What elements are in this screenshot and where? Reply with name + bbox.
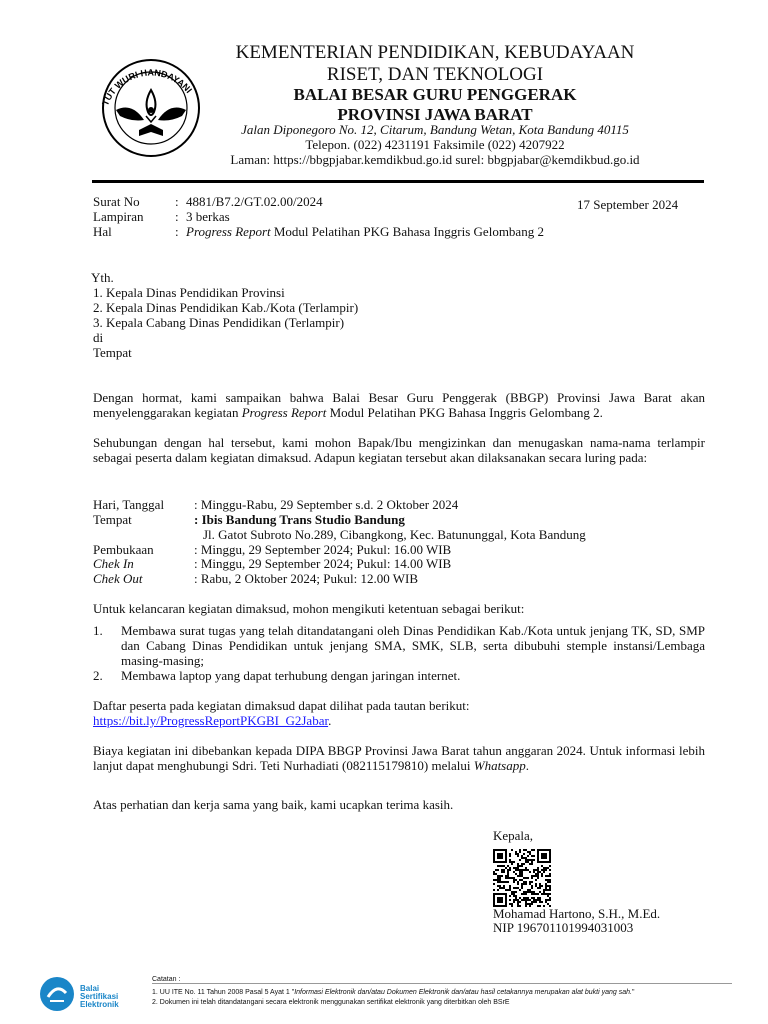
- addressee-di: di: [93, 330, 104, 345]
- bsre-logo: [38, 975, 76, 1013]
- institution-province: PROVINSI JAWA BARAT: [337, 105, 533, 124]
- hal-value-rest: Modul Pelatihan PKG Bahasa Inggris Gelombang 2: [270, 224, 544, 239]
- colon: :: [175, 209, 179, 224]
- bsre-label-1: Balai: [80, 984, 100, 993]
- letterhead-divider: [92, 180, 704, 183]
- rule-number: 2.: [93, 668, 103, 683]
- rule-text: Membawa surat tugas yang telah ditandatangani oleh Dinas Pendidikan Kab./Kota untuk jenjang TK, SD, SMP dan Cabang Dinas Pendidikan untuk jenjang SMA, SMK, SLB, serta dibubuhi stemple instansi/Lembaga masing-masing;: [121, 623, 705, 668]
- hal-value-italic: Progress Report: [186, 224, 271, 239]
- colon: :: [175, 194, 179, 209]
- paragraph-funding-a: Biaya kegiatan ini dibebankan kepada DIPA BBGP Provinsi Jawa Barat tahun anggaran 2024. Untuk informasi lebih lanjut dapat menghubungi Sdri. Teti Nurhadiati (082115179810) melalui: [93, 743, 705, 773]
- tut-wuri-handayani-logo: [92, 50, 210, 158]
- addressee-item: 2. Kepala Dinas Pendidikan Kab./Kota (Terlampir): [93, 300, 359, 315]
- surat-no-value: 4881/B7.2/GT.02.00/2024: [186, 194, 323, 209]
- footer-divider: [152, 983, 732, 984]
- schedule-checkin-label: Chek In: [93, 556, 134, 571]
- paragraph-opening-italic: Progress Report: [241, 405, 327, 420]
- schedule-tempat-label: Tempat: [93, 512, 132, 527]
- paragraph-opening-b: Modul Pelatihan PKG Bahasa Inggris Gelombang 2.: [326, 405, 603, 420]
- hal-label: Hal: [93, 224, 112, 239]
- footer-note-1: [152, 988, 634, 997]
- letter-date: 17 September 2024: [577, 197, 679, 212]
- institution-phone: Telepon. (022) 4231191 Faksimile (022) 4207922: [305, 137, 565, 152]
- qr-code-graphic: [493, 849, 551, 907]
- paragraph-terms-intro: Untuk kelancaran kegiatan dimaksud, mohon mengikuti ketentuan sebagai berikut:: [93, 601, 525, 616]
- rule-number: 1.: [93, 623, 103, 638]
- schedule-hari-value: : Minggu-Rabu, 29 September s.d. 2 Oktober 2024: [194, 497, 459, 512]
- lampiran-value: 3 berkas: [186, 209, 230, 224]
- addressee-tempat: Tempat: [93, 345, 132, 360]
- institution-web: Laman: https://bbgpjabar.kemdikbud.go.id surel: bbgpjabar@kemdikbud.go.id: [230, 152, 640, 167]
- bsre-logo-icon: [38, 975, 76, 1013]
- footer-note-1-b: ": [631, 989, 635, 996]
- hal-value: [186, 224, 544, 239]
- institution-name: BALAI BESAR GURU PENGGERAK: [293, 85, 577, 104]
- svg-text:TUT WURI HANDAYANI: TUT WURI HANDAYANI: [100, 67, 194, 107]
- addressee-item: 3. Kepala Cabang Dinas Pendidikan (Terlampir): [93, 315, 345, 330]
- participants-link-line: [93, 713, 331, 728]
- schedule-pembukaan-value: : Minggu, 29 September 2024; Pukul: 16.00 WIB: [194, 542, 452, 557]
- schedule-hari-label: Hari, Tanggal: [93, 497, 165, 512]
- paragraph-opening: [93, 390, 705, 420]
- qr-code: [493, 849, 551, 907]
- schedule-tempat-address: Jl. Gatot Subroto No.289, Cibangkong, Kec. Batununggal, Kota Bandung: [203, 527, 586, 542]
- paragraph-funding-italic: Whatsapp: [473, 758, 526, 773]
- surat-no-label: Surat No: [93, 194, 140, 209]
- paragraph-funding: [93, 743, 705, 773]
- institution-address: Jalan Diponegoro No. 12, Citarum, Bandung Wetan, Kota Bandung 40115: [241, 122, 629, 137]
- footer-note-1-a: 1. UU ITE No. 11 Tahun 2008 Pasal 5 Ayat 1 ": [152, 989, 295, 996]
- ministry-name-line1: KEMENTERIAN PENDIDIKAN, KEBUDAYAAN: [235, 42, 635, 63]
- signer-nip: NIP 196701101994031003: [493, 920, 634, 935]
- link-end: .: [328, 713, 332, 728]
- schedule-pembukaan-label: Pembukaan: [93, 542, 154, 557]
- colon: :: [175, 224, 179, 239]
- footer-note-1-italic: Informasi Elektronik dan/atau Dokumen Elektronik dan/atau hasil cetakannya merupakan alat bukti yang sah.: [294, 989, 632, 996]
- bsre-label-3: Elektronik: [80, 1000, 119, 1009]
- participants-link[interactable]: https://bit.ly/ProgressReportPKGBI_G2Jabar: [93, 713, 329, 728]
- logo-graphic: [92, 50, 210, 158]
- yth: Yth.: [91, 270, 114, 285]
- paragraph-opening-a: Dengan hormat, kami sampaikan bahwa Balai Besar Guru Penggerak (BBGP) Provinsi Jawa Barat akan menyelenggarakan kegiatan: [93, 390, 705, 420]
- paragraph-request: Sehubungan dengan hal tersebut, kami mohon Bapak/Ibu mengizinkan dan menugaskan nama-nama terlampir sebagai peserta dalam kegiatan dimaksud. Adapun kegiatan tersebut akan dilaksanakan secara luring pada:: [93, 435, 705, 465]
- schedule-tempat-value: : Ibis Bandung Trans Studio Bandung: [194, 512, 405, 527]
- bsre-label-2: Sertifikasi: [80, 992, 119, 1001]
- rule-text: Membawa laptop yang dapat terhubung dengan jaringan internet.: [121, 668, 461, 683]
- footer-note-2: 2. Dokumen ini telah ditandatangani secara elektronik menggunakan sertifikat elektronik yang diterbitkan oleh BSrE: [152, 999, 510, 1006]
- footer-catatan: Catatan :: [152, 976, 181, 983]
- addressee-item: 1. Kepala Dinas Pendidikan Provinsi: [93, 285, 285, 300]
- paragraph-closing: Atas perhatian dan kerja sama yang baik, kami ucapkan terima kasih.: [93, 797, 454, 812]
- signer-name: Mohamad Hartono, S.H., M.Ed.: [493, 906, 661, 921]
- ministry-name-line2: RISET, DAN TEKNOLOGI: [326, 64, 544, 85]
- paragraph-participants: Daftar peserta pada kegiatan dimaksud dapat dilihat pada tautan berikut:: [93, 698, 470, 713]
- schedule-checkout-label: Chek Out: [93, 571, 143, 586]
- lampiran-label: Lampiran: [93, 209, 144, 224]
- signature-title: Kepala,: [493, 828, 534, 843]
- paragraph-funding-b: .: [525, 758, 529, 773]
- schedule-checkout-value: : Rabu, 2 Oktober 2024; Pukul: 12.00 WIB: [194, 571, 419, 586]
- schedule-checkin-value: : Minggu, 29 September 2024; Pukul: 14.00 WIB: [194, 556, 452, 571]
